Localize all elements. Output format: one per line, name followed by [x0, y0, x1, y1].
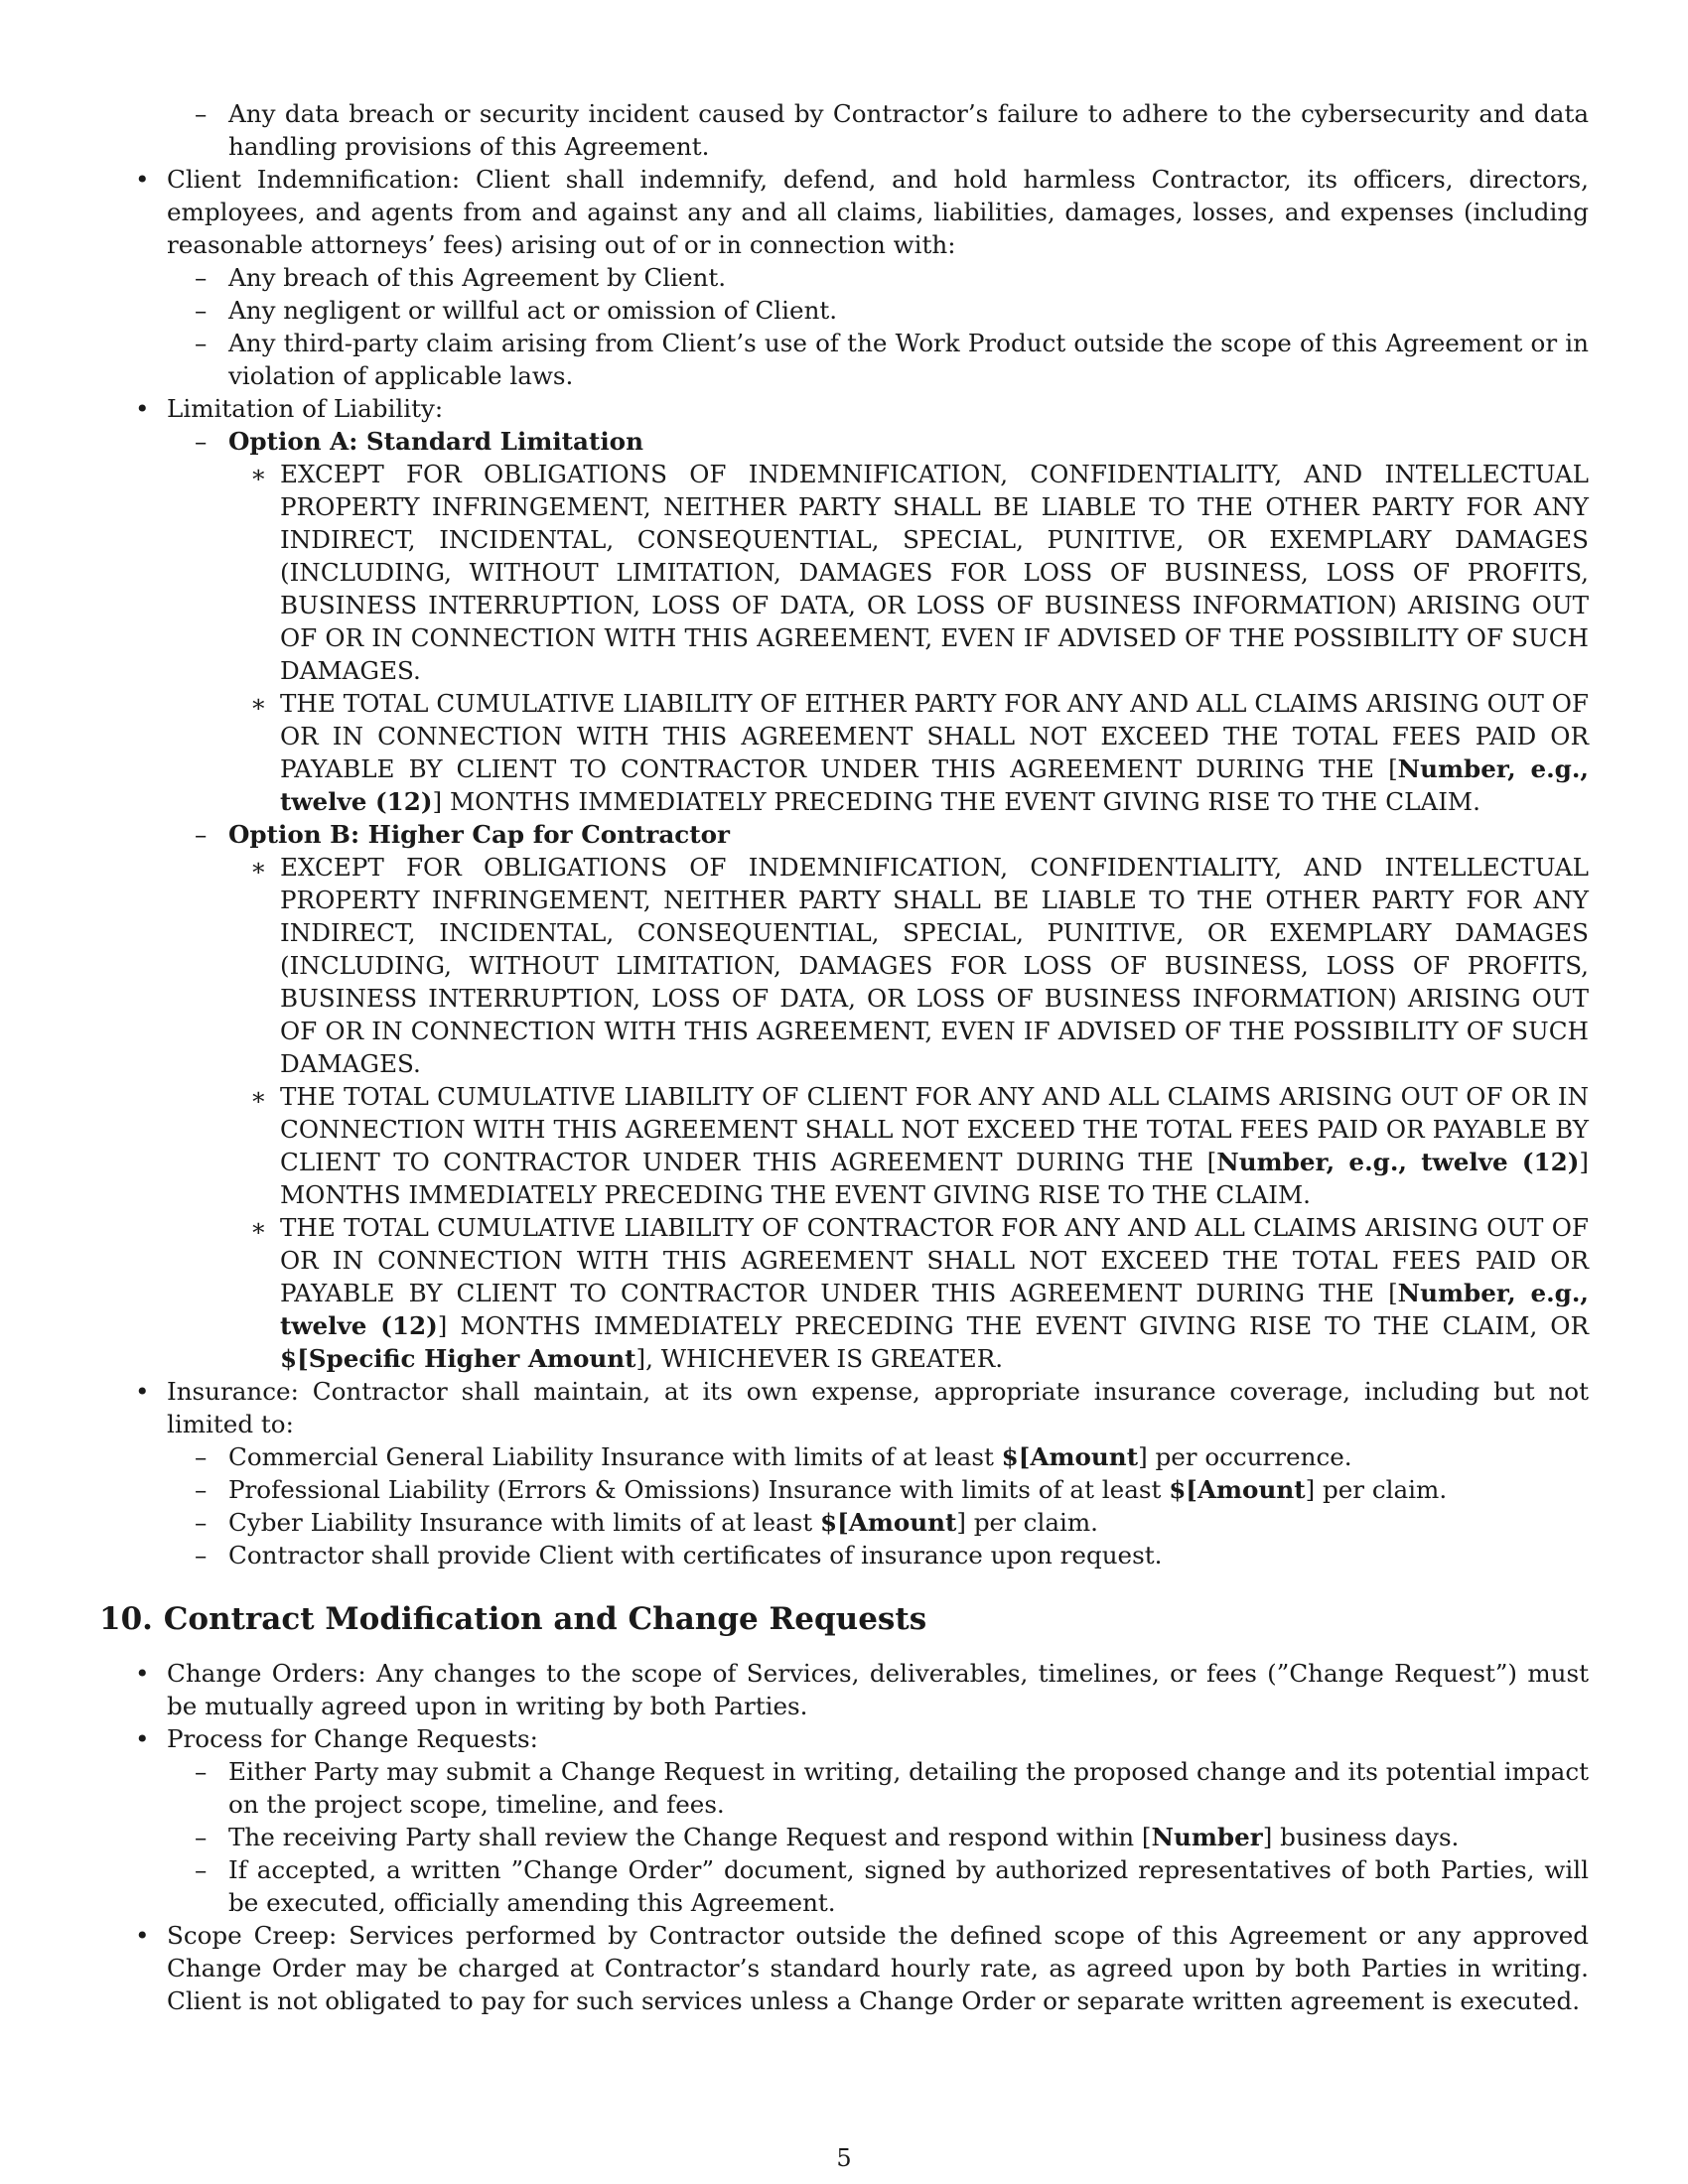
- section-heading: 10. Contract Modification and Change Requests: [99, 1601, 927, 1637]
- list-item: – Any negligent or willful act or omission of Client.: [195, 296, 838, 325]
- bullet-marker: •: [135, 165, 150, 194]
- option-a-heading: Option A: Standard Limitation: [228, 427, 643, 456]
- dash-marker: –: [195, 1508, 208, 1537]
- list-item: ∗ EXCEPT FOR OBLIGATIONS OF INDEMNIFICATION, CONFIDENTIALITY, AND INTELLECTUAL PROPERTY INFRINGEMENT, NEITHER PARTY SHALL BE LIABLE TO THE OTHER PARTY FOR ANY INDIRECT, INCIDENTAL, CONSEQUENTIAL, SPECIAL, PUNITIVE, OR EXEMPLARY DAMAGES (INCLUDING, WITHOUT LIMITATION, DAMAGES FOR LOSS OF BUSINESS, LOSS OF PROFITS, BUSINESS INTERRUPTION, LOSS OF DATA, OR LOSS OF BUSINESS INFORMATION) ARISING OUT OF OR IN CONNECTION WITH THIS AGREEMENT, EVEN IF ADVISED OF THE POSSIBILITY OF SUCH DAMAGES.: [250, 853, 1589, 1078]
- list-item: • Scope Creep: Services performed by Contractor outside the defined scope of this Agreement or any approved Change Order may be charged at Contractor’s standard hourly rate, as agreed upon by both Parties in writing. Client is not obligated to pay for such services unless a Change Order or separate written agreement is executed.: [135, 1921, 1589, 2015]
- bullet-marker: •: [135, 1377, 150, 1406]
- dash-marker: –: [195, 427, 208, 456]
- dash-marker: –: [195, 296, 208, 325]
- star-marker: ∗: [250, 853, 267, 882]
- list-item: • Process for Change Requests:: [135, 1724, 538, 1753]
- list-item: – Any breach of this Agreement by Client.: [195, 263, 727, 292]
- list-item: ∗ THE TOTAL CUMULATIVE LIABILITY OF CLIENT FOR ANY AND ALL CLAIMS ARISING OUT OF OR IN CONNECTION WITH THIS AGREEMENT SHALL NOT EXCEED THE TOTAL FEES PAID OR PAYABLE BY CLIENT TO CONTRACTOR UNDER THIS AGREEMENT DURING THE [Number, e.g., twelve (12)] MONTHS IMMEDIATELY PRECEDING THE EVENT GIVING RISE TO THE CLAIM.: [250, 1082, 1589, 1209]
- list-item: – Either Party may submit a Change Request in writing, detailing the proposed change and its potential impact on the project scope, timeline, and fees.: [195, 1757, 1589, 1819]
- bullet-marker: •: [135, 1921, 150, 1950]
- star-marker: ∗: [250, 689, 267, 718]
- dash-marker: –: [195, 263, 208, 292]
- list-item: ∗ EXCEPT FOR OBLIGATIONS OF INDEMNIFICATION, CONFIDENTIALITY, AND INTELLECTUAL PROPERTY INFRINGEMENT, NEITHER PARTY SHALL BE LIABLE TO THE OTHER PARTY FOR ANY INDIRECT, INCIDENTAL, CONSEQUENTIAL, SPECIAL, PUNITIVE, OR EXEMPLARY DAMAGES (INCLUDING, WITHOUT LIMITATION, DAMAGES FOR LOSS OF BUSINESS, LOSS OF PROFITS, BUSINESS INTERRUPTION, LOSS OF DATA, OR LOSS OF BUSINESS INFORMATION) ARISING OUT OF OR IN CONNECTION WITH THIS AGREEMENT, EVEN IF ADVISED OF THE POSSIBILITY OF SUCH DAMAGES.: [250, 460, 1589, 685]
- list-item: [99, 818, 1589, 851]
- list-item: – Professional Liability (Errors & Omissions) Insurance with limits of at least $[Amount] per claim.: [195, 1475, 1448, 1504]
- star-marker: ∗: [250, 460, 267, 488]
- star-marker: ∗: [250, 1213, 267, 1242]
- dash-marker: –: [195, 1541, 208, 1570]
- bullet-marker: •: [135, 1659, 150, 1688]
- dash-marker: –: [195, 820, 208, 849]
- dash-marker: –: [195, 329, 208, 357]
- list-item: – If accepted, a written ”Change Order” document, signed by authorized representatives of both Parties, will be executed, officially amending this Agreement.: [195, 1855, 1589, 1917]
- dash-marker: –: [195, 1855, 208, 1884]
- list-item: • Insurance: Contractor shall maintain, at its own expense, appropriate insurance coverage, including but not limited to:: [135, 1377, 1589, 1438]
- dash-marker: –: [195, 1475, 208, 1504]
- bullet-marker: •: [135, 1724, 150, 1753]
- list-item: – Any data breach or security incident caused by Contractor’s failure to adhere to the cybersecurity and data handling provisions of this Agreement.: [195, 99, 1589, 161]
- option-b-heading: Option B: Higher Cap for Contractor: [228, 820, 731, 849]
- document-page: [99, 97, 1589, 2017]
- list-item: • Client Indemnification: Client shall indemnify, defend, and hold harmless Contractor, its officers, directors, employees, and agents from and against any and all claims, liabilities, damages, losses, and expenses (including reasonable attorneys’ fees) arising out of or in connection with:: [135, 165, 1589, 259]
- list-item: ∗ THE TOTAL CUMULATIVE LIABILITY OF CONTRACTOR FOR ANY AND ALL CLAIMS ARISING OUT OF OR IN CONNECTION WITH THIS AGREEMENT SHALL NOT EXCEED THE TOTAL FEES PAID OR PAYABLE BY CLIENT TO CONTRACTOR UNDER THIS AGREEMENT DURING THE [Number, e.g., twelve (12)] MONTHS IMMEDIATELY PRECEDING THE EVENT GIVING RISE TO THE CLAIM, OR $[Specific Higher Amount], WHICHEVER IS GREATER.: [250, 1213, 1589, 1373]
- bullet-marker: •: [135, 394, 150, 423]
- star-marker: ∗: [250, 1082, 267, 1111]
- list-item: – Cyber Liability Insurance with limits of at least $[Amount] per claim.: [195, 1508, 1098, 1537]
- list-item: • Change Orders: Any changes to the scope of Services, deliverables, timelines, or fees (”Change Request”) must be mutually agreed upon in writing by both Parties.: [135, 1659, 1589, 1720]
- list-item: – Contractor shall provide Client with certificates of insurance upon request.: [195, 1541, 1163, 1570]
- dash-marker: –: [195, 1757, 208, 1786]
- dash-marker: –: [195, 99, 208, 128]
- list-item: – Any third-party claim arising from Client’s use of the Work Product outside the scope of this Agreement or in violation of applicable laws.: [195, 329, 1589, 390]
- list-item: • Limitation of Liability:: [135, 394, 444, 423]
- list-item: ∗ THE TOTAL CUMULATIVE LIABILITY OF EITHER PARTY FOR ANY AND ALL CLAIMS ARISING OUT OF OR IN CONNECTION WITH THIS AGREEMENT SHALL NOT EXCEED THE TOTAL FEES PAID OR PAYABLE BY CLIENT TO CONTRACTOR UNDER THIS AGREEMENT DURING THE [Number, e.g., twelve (12)] MONTHS IMMEDIATELY PRECEDING THE EVENT GIVING RISE TO THE CLAIM.: [250, 689, 1589, 816]
- list-item: – The receiving Party shall review the Change Request and respond within [Number] business days.: [195, 1823, 1460, 1851]
- list-item: [99, 425, 1589, 458]
- dash-marker: –: [195, 1442, 208, 1471]
- dash-marker: –: [195, 1823, 208, 1851]
- page-number: 5: [836, 2144, 852, 2172]
- list-item: – Commercial General Liability Insurance with limits of at least $[Amount] per occurrence.: [195, 1442, 1352, 1471]
